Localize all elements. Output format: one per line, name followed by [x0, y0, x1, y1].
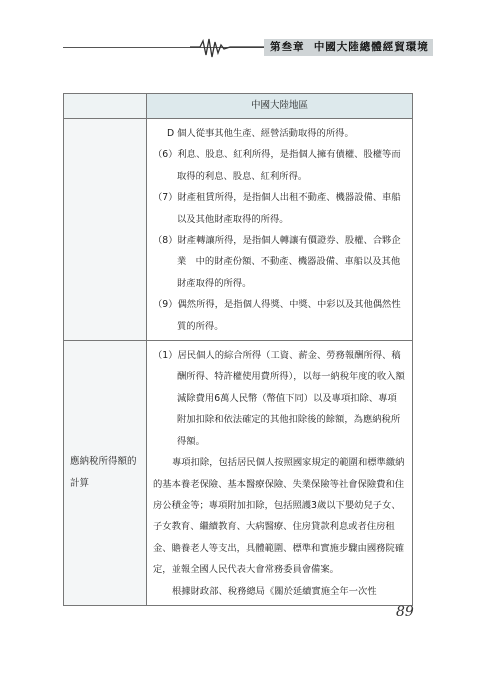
- text-line: 專項扣除，包括居民個人按照國家規定的範圍和標準繳納的基本養老保險、基本醫療保險、失業保險等社會保險費和住房公積金等；專項附加扣除，包括照護3歲以下嬰幼兒子女、子女教育、繼續教育、大病醫療、住房貸款利息或者住房租金、贍養老人等支出，具體範圍、標準和實施步驟由國務院確定，並報全國人民代表大會常務委員會備案。: [153, 457, 405, 576]
- text-line: （1）居民個人的綜合所得（工資、薪金、勞務報酬所得、稿酬所得、特許權使用費所得），以每一納稅年度的收入額減除費用6萬人民幣（幣值下同）以及專項扣除、專項附加扣除和依法確定的其他扣除後的餘額，為應納稅所得額。: [153, 350, 405, 447]
- chapter-title: [264, 39, 433, 56]
- text-line: （7）財產租賃所得，是指個人出租不動產、機器設備、車船以及其他財產取得的所得。: [153, 192, 401, 225]
- header-empty-cell: [64, 94, 147, 119]
- row-label-cell: [64, 341, 147, 606]
- row-content: [147, 341, 413, 606]
- heartbeat-wave-icon: [190, 37, 270, 59]
- table-row: [64, 341, 413, 606]
- text-line: （8）財產轉讓所得，是指個人轉讓有價證券、股權、合夥企業 中的財產份額、不動產、機器設備、車船以及其他財產取得的所得。: [153, 235, 401, 289]
- chapter-name: 中國大陸總體經貿環境: [313, 41, 429, 53]
- text-line: D 個人從事其他生產、經營活動取得的所得。: [167, 128, 354, 139]
- chapter-number: 第叁章: [270, 41, 305, 53]
- text-line: （6）利息、股息、紅利所得，是指個人擁有債權、股權等而取得的利息、股息、紅利所得。: [153, 149, 401, 182]
- running-header: [0, 0, 480, 60]
- row-label: [64, 119, 147, 341]
- column-header: 中國大陸地區: [147, 94, 413, 119]
- table-header-row: [64, 94, 413, 119]
- row-label: 應納稅所得額的計算: [70, 456, 137, 489]
- text-line: （9）偶然所得，是指個人得獎、中獎、中彩以及其他偶然性質的所得。: [153, 299, 401, 332]
- page-number: 89: [396, 604, 414, 620]
- row-content: [147, 119, 413, 341]
- table-row: [64, 119, 413, 341]
- tax-table: [63, 93, 413, 606]
- text-line: 根據財政部、稅務總局《關於延續實施全年一次性: [172, 585, 377, 597]
